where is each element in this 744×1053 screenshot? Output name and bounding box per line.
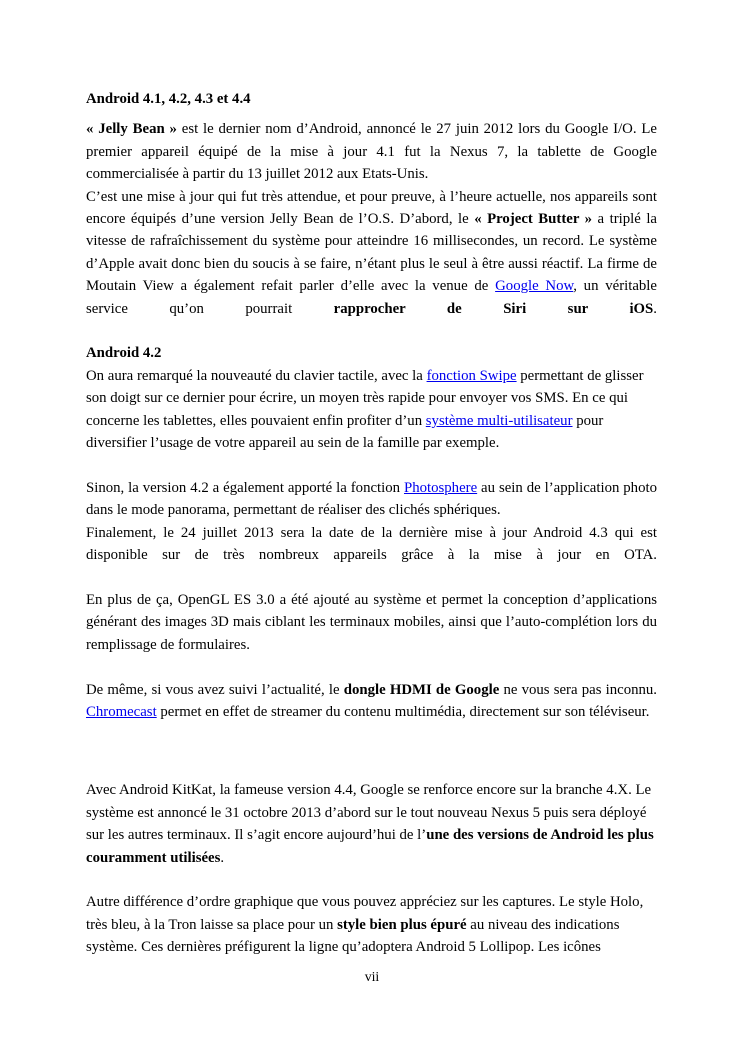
text-run: Finalement, le 24 juillet 2013 sera la date de la dernière mise à jour Android 4.3 qui est disponible sur de très nombreux appareils grâce à la mise à jour en OTA. xyxy=(86,524,657,564)
text-run: au niveau des indications système. Ces dernières préfigurent la ligne qu’adoptera Android 5 Lollipop. Les icônes xyxy=(86,916,620,956)
spacer xyxy=(86,723,657,779)
text-run: permet en effet de streamer du contenu multimédia, directement sur son téléviseur. xyxy=(156,703,650,720)
bold-text-run: « Jelly Bean » xyxy=(86,121,177,138)
paragraph-chromecast xyxy=(86,679,657,724)
spacer xyxy=(86,567,657,589)
bold-text-run: style bien plus épuré xyxy=(337,916,467,933)
bold-text-run: dongle HDMI de Google xyxy=(343,681,500,698)
text-run: Sinon, la version 4.2 a également apporté la fonction xyxy=(86,479,404,496)
text-run: C’est une mise à jour qui fut très attendue, et pour preuve, à l’heure actuelle, nos appareils sont encore équipés d’une version Jelly Bean de l’O.S. D’abord, le xyxy=(86,188,657,228)
text-run: pour diversifier l’usage de votre appareil au sein de la famille par exemple. xyxy=(86,412,604,452)
paragraph-project-butter xyxy=(86,186,657,320)
paragraph-photosphere xyxy=(86,477,657,522)
text-run: ne vous sera pas inconnu. xyxy=(499,681,657,698)
paragraph-style-holo xyxy=(86,891,657,958)
link-photosphere[interactable]: Photosphere xyxy=(403,479,478,496)
paragraph-android-43-ota xyxy=(86,522,657,567)
text-run: a triplé la vitesse de rafraîchissement du système pour atteindre 16 millisecondes, un record. Le système d’Apple avait donc bien du soucis à se faire, n’étant plus le seul à être aussi réactif. La firme de Moutain View a également refait parler d’elle avec la venue de xyxy=(86,211,657,295)
spacer xyxy=(86,869,657,891)
heading-android-41-44: Android 4.1, 4.2, 4.3 et 4.4 xyxy=(86,91,251,107)
text-run: En plus de ça, OpenGL ES 3.0 a été ajouté au système et permet la conception d’applications générant des images 3D mais ciblant les terminaux mobiles, ainsi que l’auto-complétion lors du remplissage de formulaires. xyxy=(86,591,657,653)
bold-text-run: « Project Butter » xyxy=(474,211,593,228)
bold-text-run: une des versions de Android les plus couramment utilisées xyxy=(86,827,654,866)
link-chromecast[interactable]: Chromecast xyxy=(86,703,157,720)
text-run: Autre différence d’ordre graphique que vous pouvez appréciez sur les captures. Le style Holo, très bleu, à la Tron laisse sa place pour un xyxy=(86,894,644,933)
text-run: De même, si vous avez suivi l’actualité, le xyxy=(86,681,344,698)
paragraph-opengl xyxy=(86,589,657,656)
text-run: est le dernier nom d’Android, annoncé le 27 juin 2012 lors du Google I/O. Le premier appareil équipé de la mise à jour 4.1 fut la Nexus 7, la tablette de Google commercialisée à partir du 13 juillet 2012 aux Etats-Unis. xyxy=(86,121,657,183)
link-systeme-multi-utilisateur[interactable]: système multi-utilisateur xyxy=(425,412,573,429)
text-run: . xyxy=(220,849,225,866)
paragraph-jelly-bean-intro xyxy=(86,118,657,185)
text-run: permettant de glisser son doigt sur ce dernier pour écrire, un moyen très rapide pour envoyer vos SMS. En ce qui concerne les tablettes, elles pouvaient enfin profiter d’un xyxy=(86,367,644,429)
spacer xyxy=(86,656,657,678)
link-fonction-swipe[interactable]: fonction Swipe xyxy=(426,367,517,384)
heading-android-42: Android 4.2 xyxy=(86,345,162,362)
page-content xyxy=(86,88,657,959)
spacer xyxy=(86,320,657,342)
page-number: vii xyxy=(364,969,380,984)
text-run: On aura remarqué la nouveauté du clavier tactile, avec la xyxy=(86,367,427,384)
text-run: . xyxy=(653,300,657,317)
bold-text-run: rapprocher de Siri sur iOS xyxy=(333,300,654,317)
spacer xyxy=(86,454,657,476)
paragraph-clavier-swipe xyxy=(86,365,657,455)
link-google-now[interactable]: Google Now xyxy=(495,278,574,295)
text-run: Avec Android KitKat, la fameuse version 4.4, Google se renforce encore sur la branche 4.X. Le système est annoncé le 31 octobre 2013 d’abord sur le tout nouveau Nexus 5 puis sera déployé sur les autres terminaux. Il s’agit encore aujourd’hui de l’ xyxy=(86,782,652,844)
text-run: au sein de l’application photo dans le mode panorama, permettant de réaliser des clichés sphériques. xyxy=(86,479,657,519)
text-run: , un véritable service qu’on pourrait xyxy=(86,278,657,317)
paragraph-kitkat xyxy=(86,779,657,869)
